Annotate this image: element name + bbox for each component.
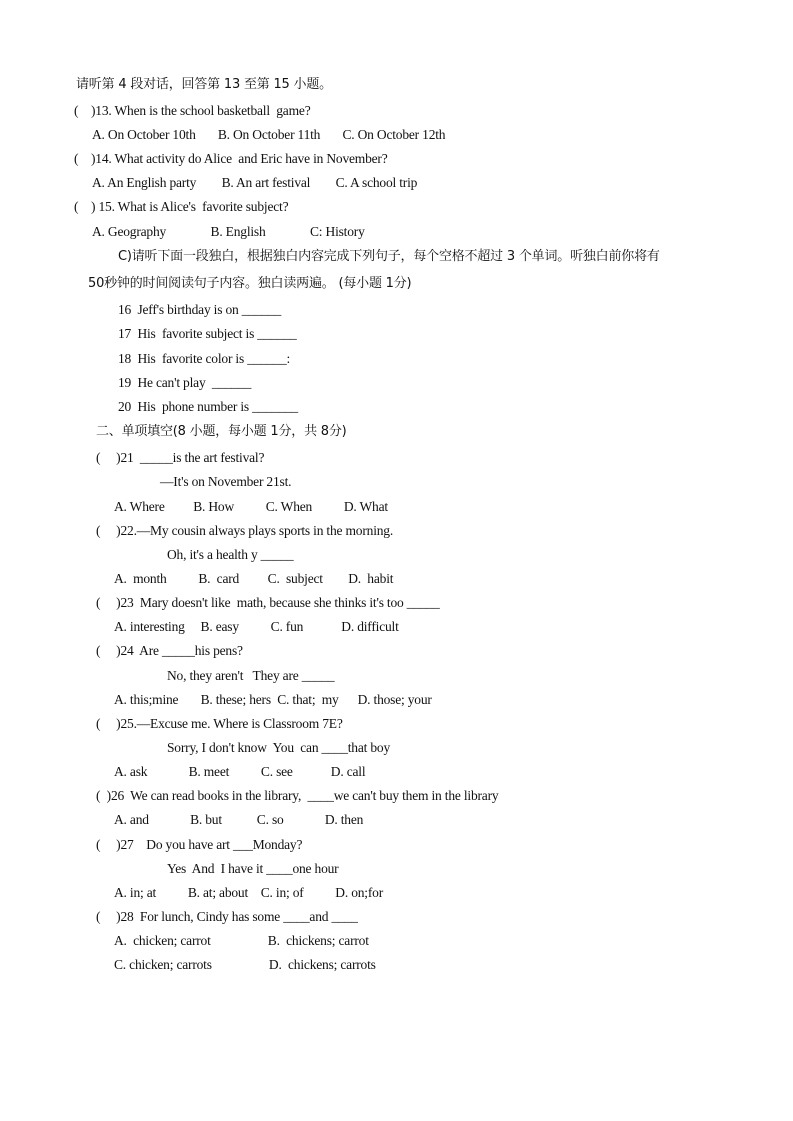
blank-19: 19 He can't play ______ xyxy=(118,375,252,390)
question-26-stem: ( )26 We can read books in the library, ____we can't buy them in the library xyxy=(96,788,499,803)
question-13-options: A. On October 10th B. On October 11th C. On October 12th xyxy=(92,127,446,142)
question-13-stem: ( )13. When is the school basketball game? xyxy=(74,103,311,118)
question-24-stem: ( )24 Are _____his pens? xyxy=(96,643,243,658)
question-14-options: A. An English party B. An art festival C. A school trip xyxy=(92,175,418,190)
question-15-stem: ( ) 15. What is Alice's favorite subject? xyxy=(74,199,289,214)
question-27-stem: ( )27 Do you have art ___Monday? xyxy=(96,837,303,852)
question-28-options-cd: C. chicken; carrots D. chickens; carrots xyxy=(114,957,376,972)
question-25-reply: Sorry, I don't know You can ____that boy xyxy=(167,740,391,755)
question-22-reply: Oh, it's a health y _____ xyxy=(167,547,294,562)
question-15-options: A. Geography B. English C: History xyxy=(92,224,365,239)
question-14-stem: ( )14. What activity do Alice and Eric have in November? xyxy=(74,151,388,166)
question-21-options: A. Where B. How C. When D. What xyxy=(114,499,388,514)
question-27-reply: Yes And I have it ____one hour xyxy=(167,861,339,876)
blank-17: 17 His favorite subject is ______ xyxy=(118,326,297,341)
question-23-stem: ( )23 Mary doesn't like math, because she thinks it's too _____ xyxy=(96,595,440,610)
question-28-stem: ( )28 For lunch, Cindy has some ____and ____ xyxy=(96,909,358,924)
question-22-stem: ( )22.—My cousin always plays sports in the morning. xyxy=(96,523,394,538)
question-23-options: A. interesting B. easy C. fun D. difficult xyxy=(114,619,399,634)
question-27-options: A. in; at B. at; about C. in; of D. on;for xyxy=(114,885,384,900)
question-22-options: A. month B. card C. subject D. habit xyxy=(114,571,394,586)
blank-16: 16 Jeff's birthday is on ______ xyxy=(118,302,282,317)
question-21-reply: —It's on November 21st. xyxy=(160,474,292,489)
question-21-stem: ( )21 _____is the art festival? xyxy=(96,450,265,465)
question-25-options: A. ask B. meet C. see D. call xyxy=(114,764,366,779)
listening-intro: 请听第 4 段对话，回答第 13 至第 15 小题。 xyxy=(76,77,332,92)
question-28-options-ab: A. chicken; carrot B. chickens; carrot xyxy=(114,933,369,948)
question-24-options: A. this;mine B. these; hers C. that; my D. those; your xyxy=(114,692,432,707)
blank-20: 20 His phone number is _______ xyxy=(118,399,298,414)
question-25-stem: ( )25.—Excuse me. Where is Classroom 7E? xyxy=(96,716,343,731)
section2-heading: 二、单项填空(8 小题，每小题 1分，共 8分) xyxy=(96,424,347,439)
question-24-reply: No, they aren't They are _____ xyxy=(167,668,335,683)
blank-18: 18 His favorite color is ______: xyxy=(118,351,291,366)
part-c-instructions-line1: C)请听下面一段独白，根据独白内容完成下列句子，每个空格不超过 3 个单词。听独白前你将有 xyxy=(118,249,660,264)
part-c-instructions-line2: 50秒钟的时间阅读句子内容。独白读两遍。 (每小题 1分) xyxy=(88,276,412,291)
question-26-options: A. and B. but C. so D. then xyxy=(114,812,364,827)
